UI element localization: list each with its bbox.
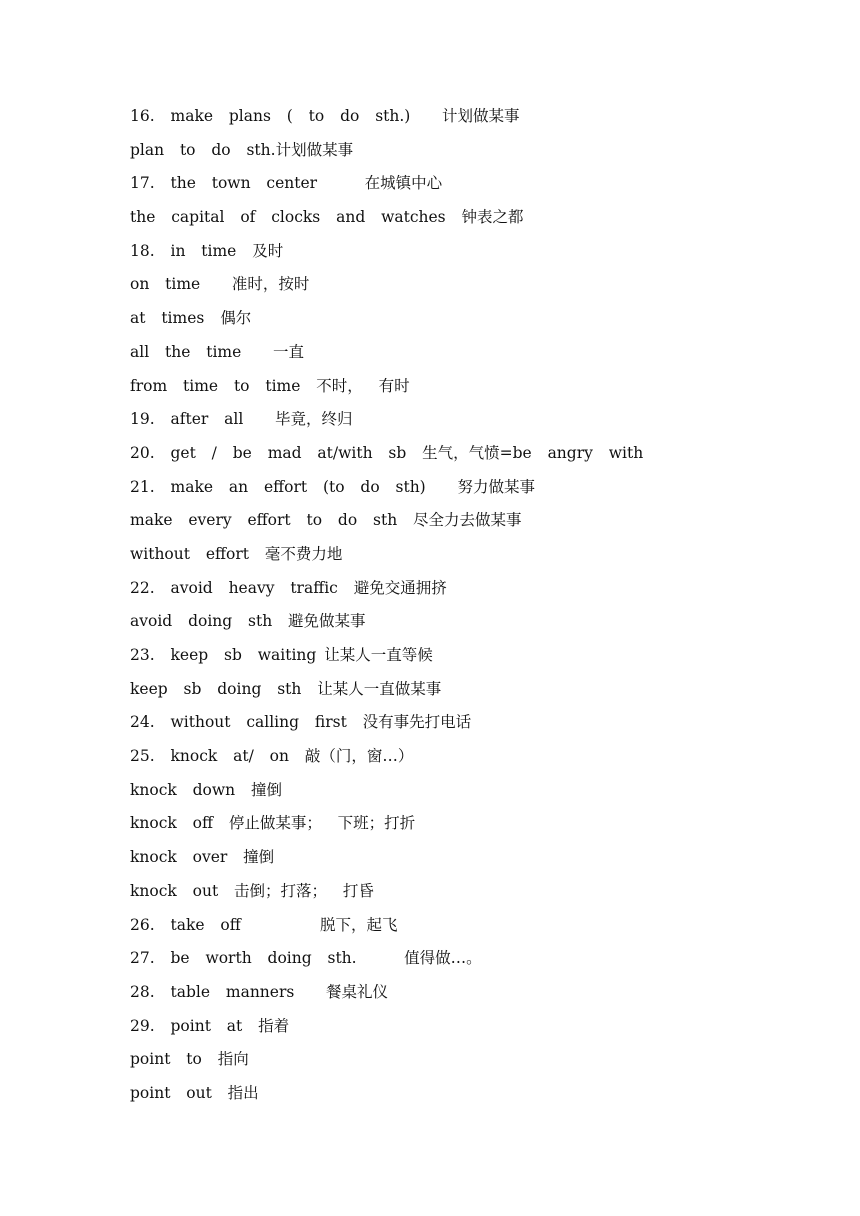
phrase-line: 21. make an effort (to do sth) 努力做某事	[130, 477, 535, 496]
phrase-line: 20. get / be mad at/with sb 生气，气愤=be angry with	[130, 443, 644, 462]
phrase-line: plan to do sth.计划做某事	[130, 140, 354, 159]
phrase-line: the capital of clocks and watches 钟表之都	[130, 208, 524, 227]
phrase-line: make every effort to do sth 尽全力去做某事	[130, 511, 522, 530]
phrase-list	[130, 103, 790, 1114]
phrase-line: 18. in time 及时	[130, 241, 284, 260]
phrase-line: keep sb doing sth 让某人一直做某事	[130, 679, 442, 698]
phrase-line: on time 准时，按时	[130, 275, 310, 294]
phrase-line: point out 指出	[130, 1083, 259, 1102]
phrase-line: point to 指向	[130, 1050, 249, 1069]
phrase-line: at times 偶尔	[130, 309, 252, 328]
phrase-line: knock down 撞倒	[130, 780, 282, 799]
phrase-line: 28. table manners 餐桌礼仪	[130, 982, 389, 1001]
phrase-line: 19. after all 毕竟，终归	[130, 410, 353, 429]
phrase-line: 17. the town center 在城镇中心	[130, 174, 443, 193]
phrase-line: 27. be worth doing sth. 值得做…。	[130, 949, 482, 968]
phrase-line: knock off 停止做某事； 下班；打折	[130, 814, 416, 833]
phrase-line: without effort 毫不费力地	[130, 544, 343, 563]
phrase-line: knock out 击倒；打落； 打昏	[130, 881, 374, 900]
phrase-line: knock over 撞倒	[130, 848, 275, 867]
phrase-line: 25. knock at/ on 敲（门，窗…）	[130, 747, 414, 766]
phrase-line: 23. keep sb waiting 让某人一直等候	[130, 646, 433, 664]
phrase-line: all the time 一直	[130, 342, 305, 361]
phrase-line: avoid doing sth 避免做某事	[130, 612, 366, 631]
phrase-line: from time to time 不时， 有时	[130, 376, 410, 395]
phrase-line: 24. without calling first 没有事先打电话	[130, 713, 472, 732]
phrase-line: 29. point at 指着	[130, 1016, 290, 1035]
phrase-line: 26. take off 脱下，起飞	[130, 915, 398, 934]
phrase-line: 16. make plans ( to do sth.) 计划做某事	[130, 107, 520, 125]
phrase-line: 22. avoid heavy traffic 避免交通拥挤	[130, 578, 447, 597]
